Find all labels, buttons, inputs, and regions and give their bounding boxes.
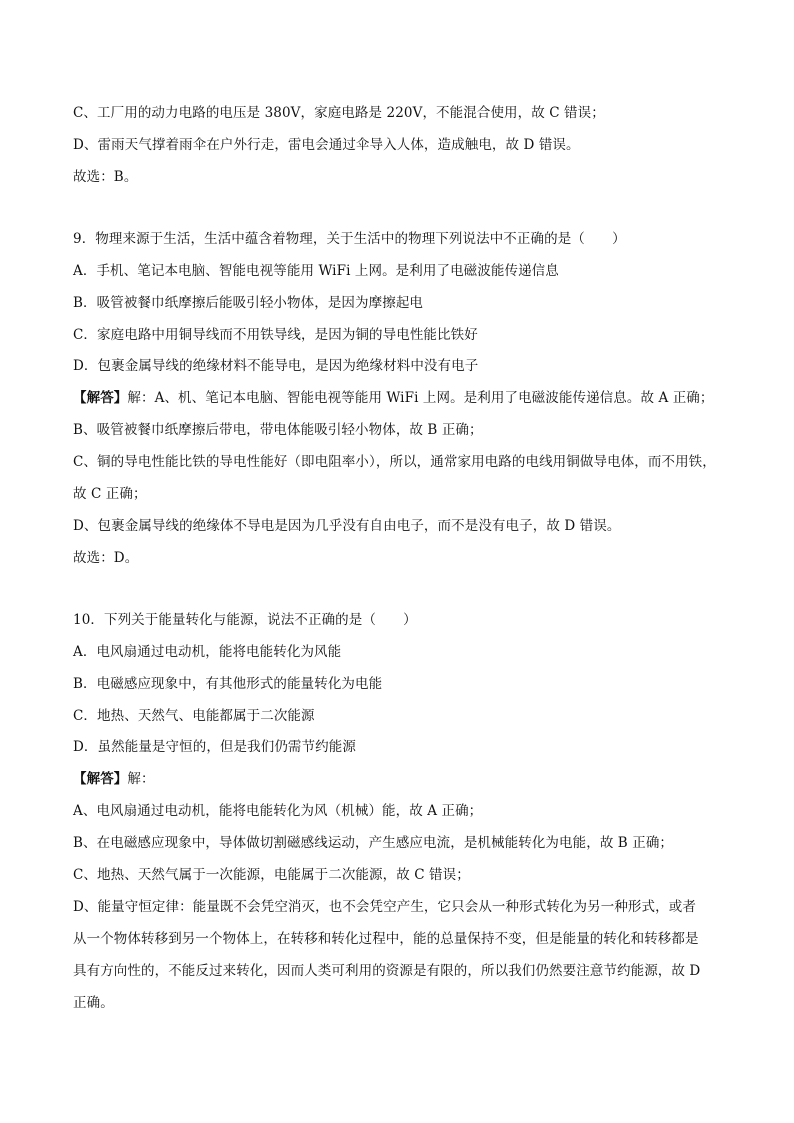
q10-answer-d2: 从一个物体转移到另一个物体上，在转移和转化过程中，能的总量保持不变，但是能量的转化和转移都是	[73, 931, 699, 947]
q9-answer-tag: 【解答】	[73, 390, 128, 406]
prev-answer-d: D、雷雨天气撑着雨伞在户外行走，雷电会通过伞导入人体，造成触电，故 D 错误。	[73, 137, 580, 153]
q9-stem: 9．物理来源于生活，生活中蕴含着物理，关于生活中的物理下列说法中不正确的是（ ）	[73, 231, 626, 247]
q9-answer-line	[73, 388, 714, 408]
q10-option-c: C．地热、天然气、电能都属于二次能源	[73, 708, 315, 724]
q10-option-a: A．电风扇通过电动机，能将电能转化为风能	[73, 644, 342, 660]
q9-option-d: D．包裹金属导线的绝缘材料不能导电，是因为绝缘材料中没有电子	[73, 358, 479, 374]
q10-answer-line	[73, 769, 155, 789]
q10-answer-tag: 【解答】	[73, 771, 128, 787]
q9-option-c: C．家庭电路中用铜导线而不用铁导线，是因为铜的导电性能比铁好	[73, 327, 478, 343]
q10-answer-a: A、电风扇通过电动机，能将电能转化为风（机械）能，故 A 正确；	[73, 803, 483, 819]
q10-answer-d3: 具有方向性的，不能反过来转化，因而人类可利用的资源是有限的，所以我们仍然要注意节约能源，故 D	[73, 963, 701, 979]
q10-answer-head: 解：	[127, 771, 155, 787]
q9-option-b: B．吸管被餐巾纸摩擦后能吸引轻小物体，是因为摩擦起电	[73, 295, 424, 311]
q10-option-b: B．电磁感应现象中，有其他形式的能量转化为电能	[73, 676, 383, 692]
q10-answer-b: B、在电磁感应现象中，导体做切割磁感线运动，产生感应电流，是机械能转化为电能，故 B 正确；	[73, 835, 674, 851]
q9-answer-c1: C、铜的导电性能比铁的导电性能好（即电阻率小），所以，通常家用电路的电线用铜做导电体，而不用铁，	[73, 454, 716, 470]
q9-answer-b: B、吸管被餐巾纸摩擦后带电，带电体能吸引轻小物体，故 B 正确；	[73, 422, 483, 438]
q9-choice: 故选：D。	[73, 550, 139, 566]
q10-option-d: D．虽然能量是守恒的，但是我们仍需节约能源	[73, 739, 356, 755]
q9-option-a: A．手机、笔记本电脑、智能电视等能用 WiFi 上网。是利用了电磁波能传递信息	[73, 263, 559, 279]
q9-answer-c2: 故 C 正确；	[73, 486, 147, 502]
q9-answer-d: D、包裹金属导线的绝缘体不导电是因为几乎没有自由电子，而不是没有电子，故 D 错误。	[73, 518, 621, 534]
prev-choice: 故选：B。	[73, 169, 138, 185]
q9-answer-a: 解：A、机、笔记本电脑、智能电视等能用 WiFi 上网。是利用了电磁波能传递信息。故 A 正确；	[127, 390, 714, 406]
q10-stem: 10．下列关于能量转化与能源，说法不正确的是（ ）	[73, 612, 417, 628]
prev-answer-c: C、工厂用的动力电路的电压是 380V，家庭电路是 220V，不能混合使用，故 C 错误；	[73, 105, 605, 121]
q10-answer-d1: D、能量守恒定律：能量既不会凭空消灭，也不会凭空产生，它只会从一种形式转化为另一种形式，或者	[73, 899, 696, 915]
q10-answer-c: C、地热、天然气属于一次能源，电能属于二次能源，故 C 错误；	[73, 867, 470, 883]
q10-answer-d4: 正确。	[73, 995, 114, 1011]
